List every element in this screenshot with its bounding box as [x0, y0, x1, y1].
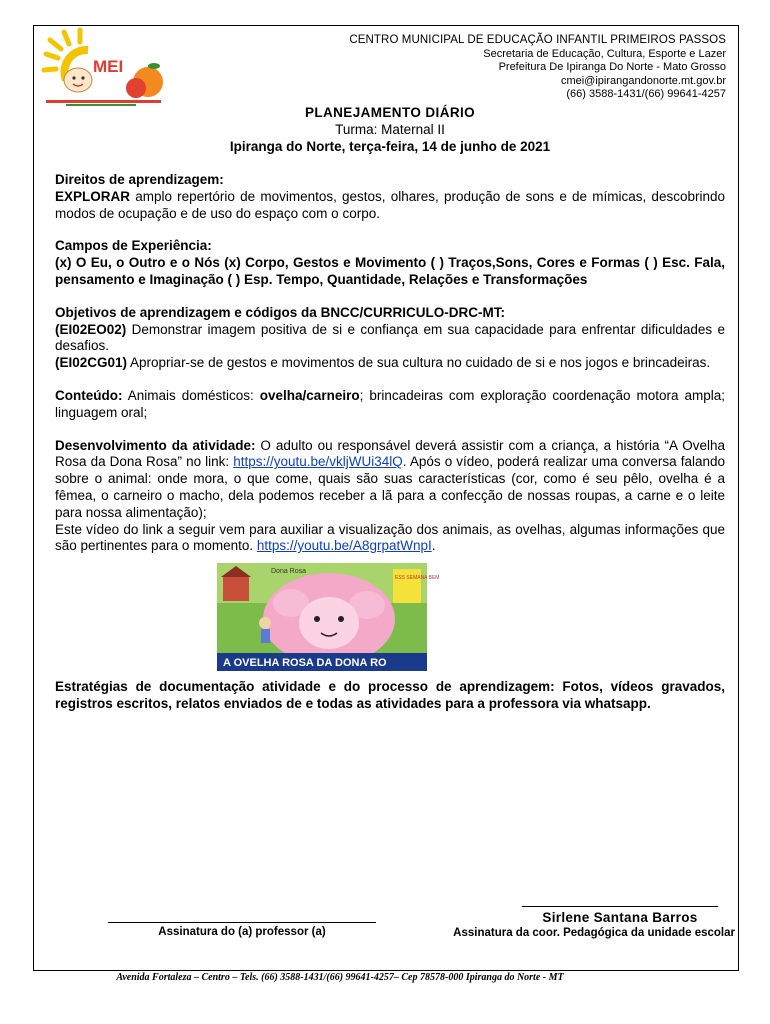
conteudo-section [55, 388, 725, 422]
coord-signature-label: Assinatura da coor. Pedagógica da unidade escolar [453, 927, 735, 939]
thumbnail-badge: ESS SEMANA BEM [395, 575, 440, 582]
conteudo-label: Conteúdo: [55, 387, 123, 403]
logo-text: MEI [93, 57, 124, 76]
baby-face-icon [64, 68, 92, 92]
video-link-2[interactable]: https://youtu.be/A8grpatWnpI [256, 538, 432, 554]
date-line: Ipiranga do Norte, terça-feira, 14 de junho de 2021 [229, 139, 551, 154]
conteudo-text: Animais domésticos: [122, 387, 260, 403]
sheep-illustration [217, 563, 440, 671]
prefeitura-line: Prefeitura De Ipiranga Do Norte - Mato Grosso [498, 61, 726, 73]
institution-header [306, 34, 726, 102]
objetivo-code: (EI02EO02) [55, 321, 127, 337]
conteudo-bold: ovelha/carneiro [259, 387, 360, 403]
title-block [40, 104, 740, 156]
main-content [55, 172, 725, 713]
campos-label: Campos de Experiência: [55, 238, 212, 254]
thumbnail-caption: A OVELHA ROSA DA DONA RO [223, 657, 387, 670]
objetivos-label: Objetivos de aprendizagem e códigos da BNCC/CURRICULO-DRC-MT: [55, 304, 506, 320]
secretaria-line: Secretaria de Educação, Cultura, Esporte e Lazer [483, 47, 726, 60]
estrategias-section: Estratégias de documentação atividade e do processo de aprendizagem: Fotos, vídeos gravados, registros escritos, relatos enviados de e todas as atividades para a professora via whatsapp. [55, 679, 725, 711]
desenvolvimento-section [55, 438, 725, 556]
objetivo-text: Demonstrar imagem positiva de si e confiança em sua capacidade para enfrentar dificuldades e desafios. [55, 321, 725, 354]
desenvolvimento-text: Este vídeo do link a seguir vem para auxiliar a visualização dos animais, as ovelhas, algumas informações que são pertinentes para o momento. [55, 521, 725, 554]
phones-line: (66) 3588-1431/(66) 99641-4257 [566, 88, 726, 100]
desenvolvimento-label: Desenvolvimento da atividade: [55, 437, 256, 453]
objetivos-section [55, 305, 725, 372]
coord-signature-line [522, 906, 718, 907]
direitos-text: amplo repertório de movimentos, gestos, olhares, produção de sons e de mímicas, descobrindo modos de ocupação e de uso do espaço com o corpo. [55, 188, 725, 221]
desenvolvimento-text: . Após o vídeo, poderá realizar uma conversa falando sobre o animal: onde mora, o que come, quais são suas características (cor, como é seu pêlo, ovelha é a fêmea, o carneiro o macho, dela podemos receber a lã para a confecção de nossas roupas, a carne e o leite para nossa alimentação); [55, 454, 725, 520]
direitos-section [55, 172, 725, 222]
teacher-signature-line [108, 922, 376, 923]
video-thumbnail [217, 563, 440, 671]
campos-section [55, 238, 725, 288]
teacher-signature-label: Assinatura do (a) professor (a) [158, 926, 326, 938]
objetivo-text: Apropriar-se de gestos e movimentos de sua cultura no cuidado de si e nos jogos e brincadeiras. [127, 355, 711, 371]
institution-name: CENTRO MUNICIPAL DE EDUCAÇÃO INFANTIL PRIMEIROS PASSOS [349, 34, 726, 46]
coord-name: Sirlene Santana Barros [542, 910, 698, 925]
thumbnail-top-text: Dona Rosa [271, 568, 307, 576]
turma-line: Turma: Maternal II [335, 122, 445, 137]
page-title: PLANEJAMENTO DIÁRIO [304, 105, 476, 120]
direitos-label: Direitos de aprendizagem: [55, 172, 224, 187]
campos-text: (x) O Eu, o Outro e o Nós (x) Corpo, Gestos e Movimento ( ) Traços,Sons, Cores e Formas ( ) Esc. Fala, pensamento e Imaginação ( ) Esp. Tempo, Quantidade, Relações e Transformações [55, 255, 725, 287]
email-line: cmei@ipirangandonorte.mt.gov.br [560, 74, 726, 87]
desenvolvimento-text: . [431, 538, 436, 554]
desenvolvimento-text: O adulto ou responsável deverá assistir com a criança, a história “A Ovelha Rosa da Dona Rosa” no link: [55, 437, 725, 470]
address-footer: Avenida Fortaleza – Centro – Tels. (66) 3588-1431/(66) 99641-4257– Cep 78578-000 Ipiranga do Norte - MT [116, 972, 564, 983]
school-logo [36, 28, 171, 108]
video-link-1[interactable]: https://youtu.be/vkljWUi34lQ [233, 454, 403, 470]
direitos-keyword: EXPLORAR [55, 188, 131, 204]
conteudo-text-post: ; brincadeiras com exploração coordenação motora ampla; linguagem oral; [55, 387, 725, 420]
objetivo-code: (EI02CG01) [55, 355, 128, 371]
